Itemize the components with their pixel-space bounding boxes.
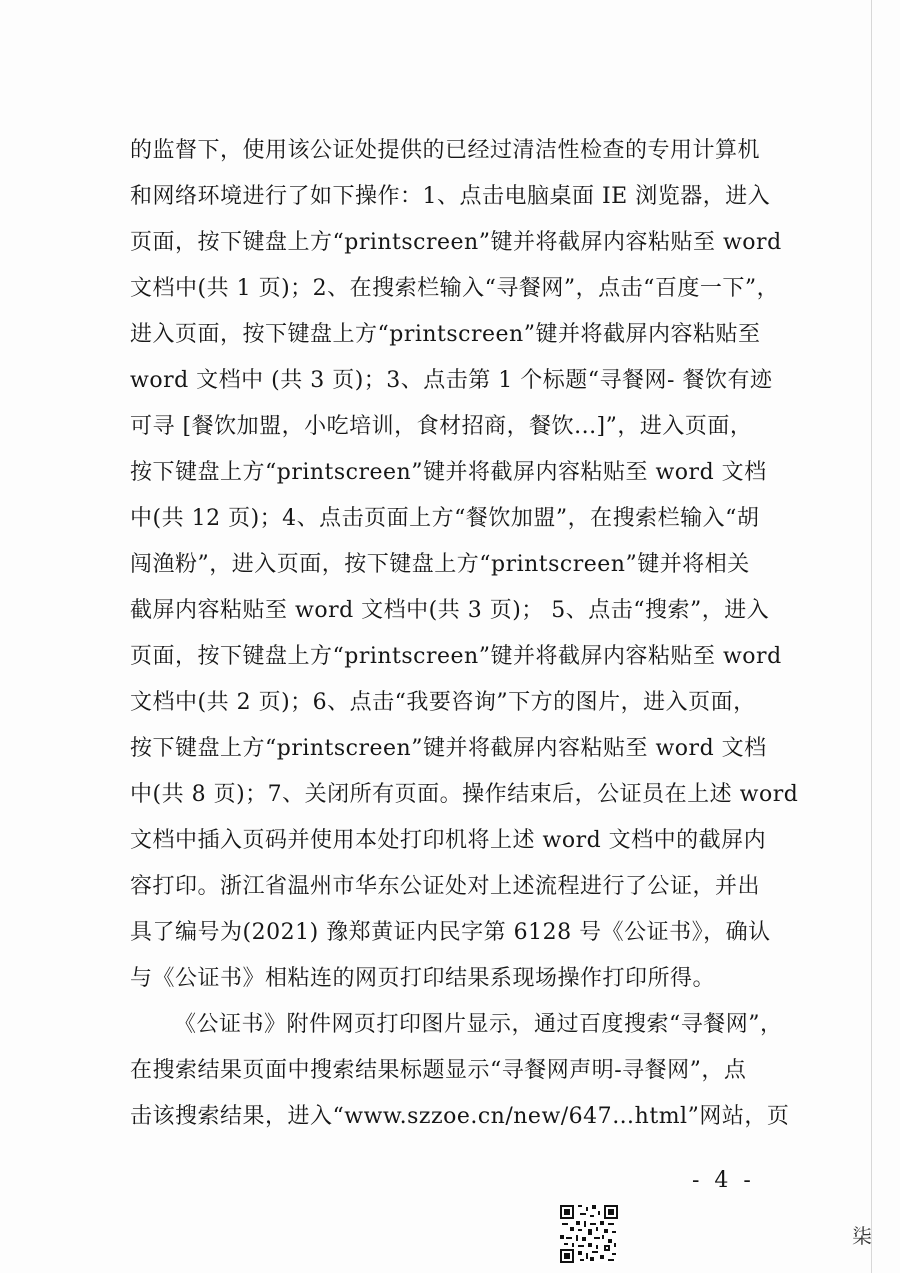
text-line: 文档中(共 2 页)；6、点击“我要咨询”下方的图片，进入页面， xyxy=(130,690,756,715)
text-line: 与《公证书》相粘连的网页打印结果系现场操作打印所得。 xyxy=(130,966,716,991)
text-line: 中(共 8 页)；7、关闭所有页面。操作结束后，公证员在上述 word xyxy=(130,782,799,807)
text-line: 中(共 12 页)；4、点击页面上方“餐饮加盟”，在搜索栏输入“胡 xyxy=(130,506,760,531)
text-line: 文档中插入页码并使用本处打印机将上述 word 文档中的截屏内 xyxy=(130,828,767,853)
text-line: 闯渔粉”，进入页面，按下键盘上方“printscreen”键并将相关 xyxy=(130,552,750,577)
text-line: 页面，按下键盘上方“printscreen”键并将截屏内容粘贴至 word xyxy=(130,230,782,255)
page-number: - 4 - xyxy=(692,1168,755,1193)
text-line: 的监督下，使用该公证处提供的已经过清洁性检查的专用计算机 xyxy=(130,138,761,163)
text-line: 容打印。浙江省温州市华东公证处对上述流程进行了公证，并出 xyxy=(130,874,761,899)
text-line: 按下键盘上方“printscreen”键并将截屏内容粘贴至 word 文档 xyxy=(130,736,767,761)
text-line: 可寻 [餐饮加盟，小吃培训，食材招商，餐饮...]”，进入页面， xyxy=(130,414,753,439)
document-body xyxy=(130,128,799,1140)
text-line: 和网络环境进行了如下操作：1、点击电脑桌面 IE 浏览器，进入 xyxy=(130,184,771,209)
text-line: 进入页面，按下键盘上方“printscreen”键并将截屏内容粘贴至 xyxy=(130,322,761,347)
text-line: 具了编号为(2021) 豫郑黄证内民字第 6128 号《公证书》，确认 xyxy=(130,920,771,945)
margin-seal-char: 柒 xyxy=(852,1224,872,1248)
text-line: 《公证书》附件网页打印图片显示，通过百度搜索“寻餐网”， xyxy=(174,1012,783,1037)
page-edge-divider xyxy=(871,0,872,1273)
text-line: 在搜索结果页面中搜索结果标题显示“寻餐网声明-寻餐网”，点 xyxy=(130,1058,747,1083)
qr-code-icon xyxy=(560,1205,618,1263)
text-line: 截屏内容粘贴至 word 文档中(共 3 页)； 5、点击“搜索”，进入 xyxy=(130,598,770,623)
text-line: word 文档中 (共 3 页)；3、点击第 1 个标题“寻餐网- 餐饮有迹 xyxy=(130,368,773,393)
text-line: 页面，按下键盘上方“printscreen”键并将截屏内容粘贴至 word xyxy=(130,644,782,669)
text-line: 按下键盘上方“printscreen”键并将截屏内容粘贴至 word 文档 xyxy=(130,460,767,485)
text-line: 击该搜索结果，进入“www.szzoe.cn/new/647…html”网站，页 xyxy=(130,1104,790,1129)
text-line: 文档中(共 1 页)；2、在搜索栏输入“寻餐网”，点击“百度一下”， xyxy=(130,276,780,301)
